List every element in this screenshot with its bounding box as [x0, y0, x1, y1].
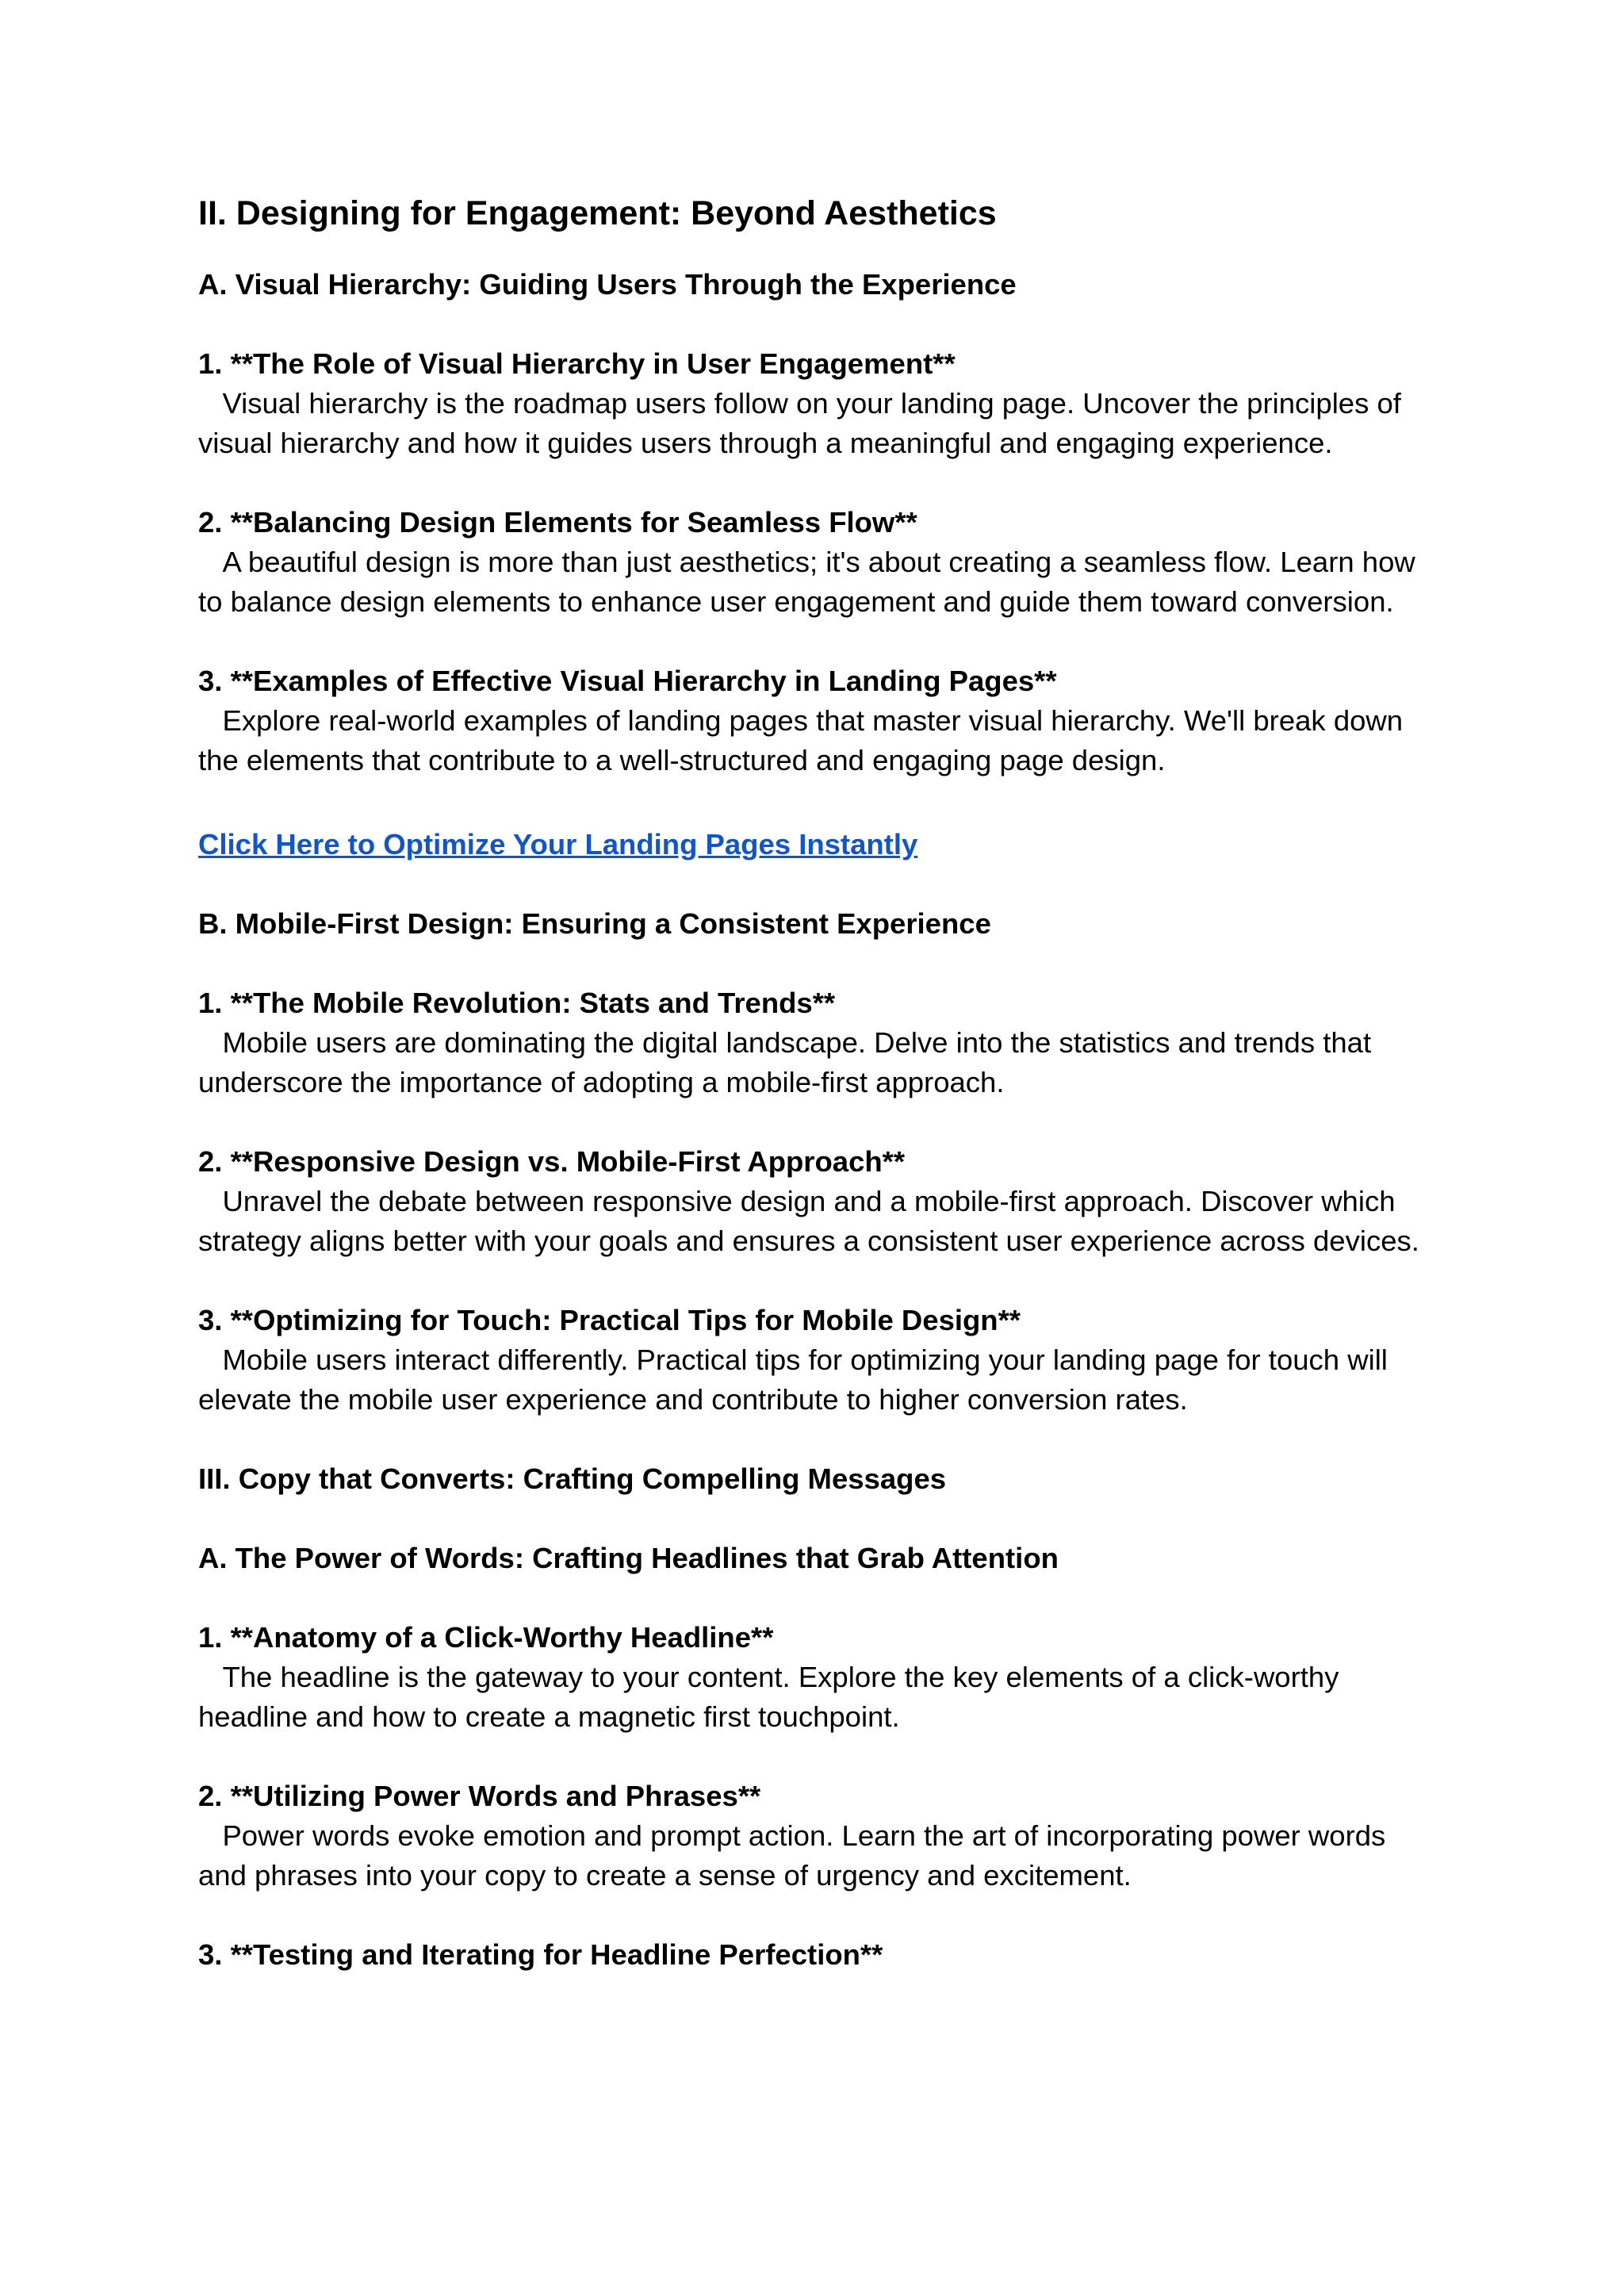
item-title: 1. **The Mobile Revolution: Stats and Trends** [198, 987, 836, 1019]
item-body: Explore real-world examples of landing pages that master visual hierarchy. We'll break down the elements that contribute to a well-structured and engaging page design. [198, 704, 1411, 776]
item-title: 1. **The Role of Visual Hierarchy in User Engagement** [198, 347, 956, 380]
item-title: 2. **Responsive Design vs. Mobile-First Approach** [198, 1145, 906, 1178]
subsection-a-title: A. Visual Hierarchy: Guiding Users Through the Experience [198, 268, 1017, 301]
item-title: 3. **Testing and Iterating for Headline Perfection** [198, 1938, 883, 1971]
document-page [198, 194, 1435, 1975]
list-item [198, 344, 1435, 463]
list-item [198, 1618, 1435, 1737]
subsection-b-title: B. Mobile-First Design: Ensuring a Consistent Experience [198, 907, 991, 940]
item-body: Mobile users are dominating the digital landscape. Delve into the statistics and trends that underscore the importance of adopting a mobile-first approach. [198, 1026, 1380, 1098]
list-item [198, 1142, 1435, 1261]
list-item [198, 1301, 1435, 1420]
item-body: Unravel the debate between responsive design and a mobile-first approach. Discover which strategy aligns better with your goals and ensures a consistent user experience across devices. [198, 1185, 1419, 1257]
item-title: 1. **Anatomy of a Click-Worthy Headline** [198, 1621, 774, 1654]
list-item [198, 661, 1435, 780]
list-item [198, 503, 1435, 622]
section-ii-title: II. Designing for Engagement: Beyond Aesthetics [198, 194, 997, 232]
subsection-a-title: A. The Power of Words: Crafting Headlines that Grab Attention [198, 1542, 1059, 1574]
optimize-landing-pages-link[interactable]: Click Here to Optimize Your Landing Pages Instantly [198, 828, 918, 861]
item-title: 2. **Balancing Design Elements for Seamless Flow** [198, 506, 917, 539]
item-body: Visual hierarchy is the roadmap users follow on your landing page. Uncover the principles of visual hierarchy and how it guides users through a meaningful and engaging experience. [198, 387, 1410, 459]
section-iii-title: III. Copy that Converts: Crafting Compelling Messages [198, 1462, 947, 1495]
item-body: Mobile users interact differently. Practical tips for optimizing your landing page for touch will elevate the mobile user experience and contribute to higher conversion rates. [198, 1343, 1396, 1416]
item-title: 3. **Examples of Effective Visual Hierarchy in Landing Pages** [198, 665, 1057, 697]
list-item [198, 1935, 1435, 1975]
item-body: A beautiful design is more than just aesthetics; it's about creating a seamless flow. Learn how to balance design elements to enhance user engagement and guide them toward conversion. [198, 546, 1423, 618]
list-item [198, 983, 1435, 1102]
item-title: 2. **Utilizing Power Words and Phrases** [198, 1780, 761, 1812]
list-item [198, 1777, 1435, 1895]
item-body: Power words evoke emotion and prompt action. Learn the art of incorporating power words and phrases into your copy to create a sense of urgency and excitement. [198, 1819, 1394, 1892]
item-body: The headline is the gateway to your content. Explore the key elements of a click-worthy headline and how to create a magnetic first touchpoint. [198, 1661, 1347, 1733]
item-title: 3. **Optimizing for Touch: Practical Tips for Mobile Design** [198, 1304, 1021, 1336]
